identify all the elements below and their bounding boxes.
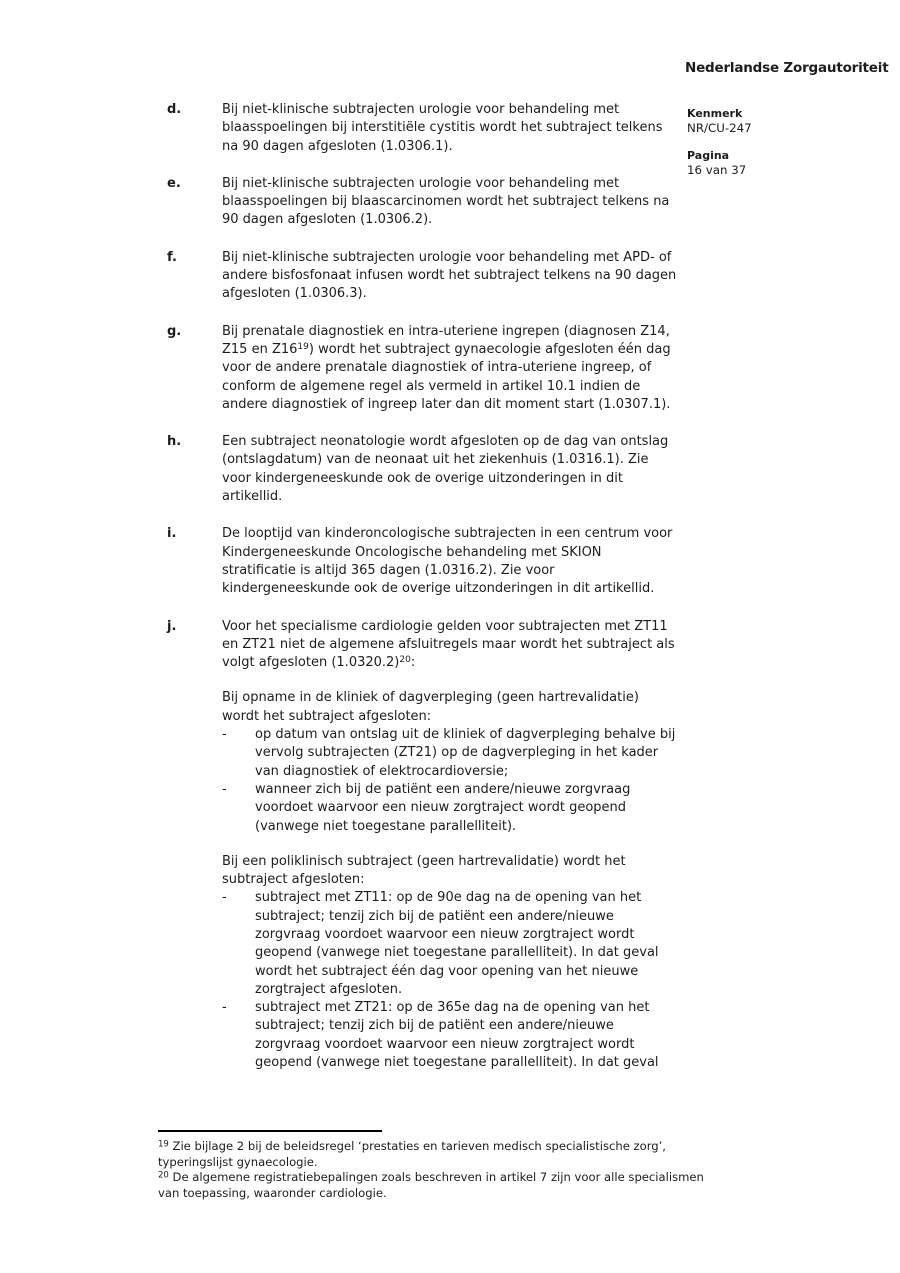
meta-pagina-label: Pagina: [687, 149, 730, 162]
dash-item-text: subtraject met ZT21: op de 365e dag na de opening van het subtraject; tenzij zich bij de patiënt een andere/nieuwe zorgvraag voordoet waarvoor een nieuw zorgtraject wordt geopend (vanwege niet toegestane parallelliteit). In dat geval: [255, 1000, 659, 1071]
clinical-block: [222, 689, 679, 835]
list-item-text: [222, 618, 679, 1073]
meta-kenmerk: [687, 106, 752, 136]
dash-item-text: subtraject met ZT11: op de 90e dag na de opening van het subtraject; tenzij zich bij de patiënt een andere/nieuwe zorgvraag voordoet waarvoor een nieuw zorgtraject wordt geopend (vanwege niet toegestane parallelliteit). In dat geval wordt het subtraject één dag voor opening van het nieuwe zorgtraject afgesloten.: [255, 890, 659, 997]
list-item-text: Een subtraject neonatologie wordt afgesloten op de dag van ontslag (ontslagdatum) van de neonaat uit het ziekenhuis (1.0316.1). Zie voor kindergeneeskunde ook de overige uitzonderingen in dit artikellid.: [222, 434, 669, 505]
dash-bullet: -: [222, 1000, 227, 1016]
list-item-d: [167, 101, 679, 156]
footnote-20-marker: 20: [158, 1170, 169, 1181]
list-item-letter: j.: [167, 618, 177, 634]
meta-pagina-value: 16 van 37: [687, 163, 747, 177]
list-item-h: [167, 433, 679, 506]
footnote-separator-line: [158, 1130, 382, 1132]
footnote-20-text: De algemene registratiebepalingen zoals beschreven in artikel 7 zijn voor alle specialismen van toepassing, waaronder cardiologie.: [158, 1170, 704, 1200]
footnote-19-marker: 19: [158, 1139, 169, 1150]
dash-list-item: [222, 999, 679, 1072]
dash-list-item: [222, 781, 679, 836]
footnote-reference-20: 20: [399, 655, 411, 666]
list-item-letter: i.: [167, 526, 177, 542]
list-item-letter: g.: [167, 323, 182, 339]
footnote-reference-19: 19: [297, 341, 309, 352]
footnote-20: [158, 1170, 720, 1201]
footnotes-section: [158, 1130, 720, 1201]
list-item-letter: f.: [167, 249, 177, 265]
meta-kenmerk-value: NR/CU-247: [687, 121, 752, 135]
dash-list-item: [222, 726, 679, 781]
list-item-text: Bij niet-klinische subtrajecten urologie voor behandeling met blaasspoelingen bij blaascarcinomen wordt het subtraject telkens na 90 dagen afgesloten (1.0306.2).: [222, 175, 670, 228]
meta-kenmerk-label: Kenmerk: [687, 107, 743, 120]
dash-item-text: op datum van ontslag uit de kliniek of dagverpleging behalve bij vervolg subtrajecten (ZT21) op de dagverpleging in het kader van diagnostiek of elektrocardioversie;: [255, 727, 676, 779]
text-segment: ) wordt het subtraject gynaecologie afgesloten één dag voor de andere prenatale diagnostiek of intra-uteriene ingreep, of conform de algemene regel als vermeld in artikel 10.1 indien de andere diagnostiek of ingreep later dan dit moment start (1.0307.1).: [222, 341, 671, 412]
list-item-i: [167, 525, 679, 598]
outpatient-block: [222, 853, 679, 1073]
meta-pagina: [687, 148, 752, 178]
dash-bullet: -: [222, 727, 227, 743]
outpatient-block-intro: Bij een poliklinisch subtraject (geen hartrevalidatie) wordt het subtraject afgesloten:: [222, 853, 626, 888]
list-item-text: Bij niet-klinische subtrajecten urologie voor behandeling met blaasspoelingen bij interstitiële cystitis wordt het subtraject telkens na 90 dagen afgesloten (1.0306.1).: [222, 102, 663, 154]
list-item-text: Bij niet-klinische subtrajecten urologie voor behandeling met APD- of andere bisfosfonaat infusen wordt het subtraject telkens na 90 dagen afgesloten (1.0306.3).: [222, 249, 677, 302]
footnote-19-text: Zie bijlage 2 bij de beleidsregel ‘prestaties en tarieven medisch specialistische zorg’, typeringslijst gynaecologie.: [158, 1139, 666, 1169]
text-segment: Voor het specialisme cardiologie gelden voor subtrajecten met ZT11 en ZT21 niet de algemene afsluitregels maar wordt het subtraject als volgt afgesloten (1.0320.2): [222, 618, 675, 671]
list-item-text: [222, 323, 679, 414]
list-item-e: [167, 175, 679, 230]
dash-bullet: -: [222, 781, 227, 797]
list-item-g: [167, 323, 679, 414]
dash-list-item: [222, 889, 679, 999]
text-segment: :: [410, 655, 416, 671]
document-meta: [687, 106, 752, 190]
list-item-letter: e.: [167, 175, 181, 191]
lettered-list: [167, 101, 679, 1091]
clinical-block-intro: Bij opname in de kliniek of dagverpleging (geen hartrevalidatie) wordt het subtraject afgesloten:: [222, 690, 639, 724]
brand-text: Nederlandse Zorgautoriteit: [685, 60, 889, 76]
dash-item-text: wanneer zich bij de patiënt een andere/nieuwe zorgvraag voordoet waarvoor een nieuw zorgtraject wordt geopend (vanwege niet toegestane parallelliteit).: [255, 781, 631, 834]
text-segment: Bij prenatale diagnostiek en intra-uteriene ingrepen (diagnosen Z14, Z15 en Z16: [222, 323, 670, 357]
list-item-letter: d.: [167, 102, 182, 117]
item-j-intro: [222, 618, 679, 673]
footnote-19: [158, 1139, 720, 1170]
list-item-f: [167, 249, 679, 304]
list-item-letter: h.: [167, 434, 182, 450]
list-item-j: [167, 618, 679, 1073]
list-item-text: De looptijd van kinderoncologische subtrajecten in een centrum voor Kindergeneeskunde Oncologische behandeling met SKION stratificatie is altijd 365 dagen (1.0316.2). Zie voor kindergeneeskunde ook de overige uitzonderingen in dit artikellid.: [222, 526, 673, 597]
dash-bullet: -: [222, 890, 227, 906]
